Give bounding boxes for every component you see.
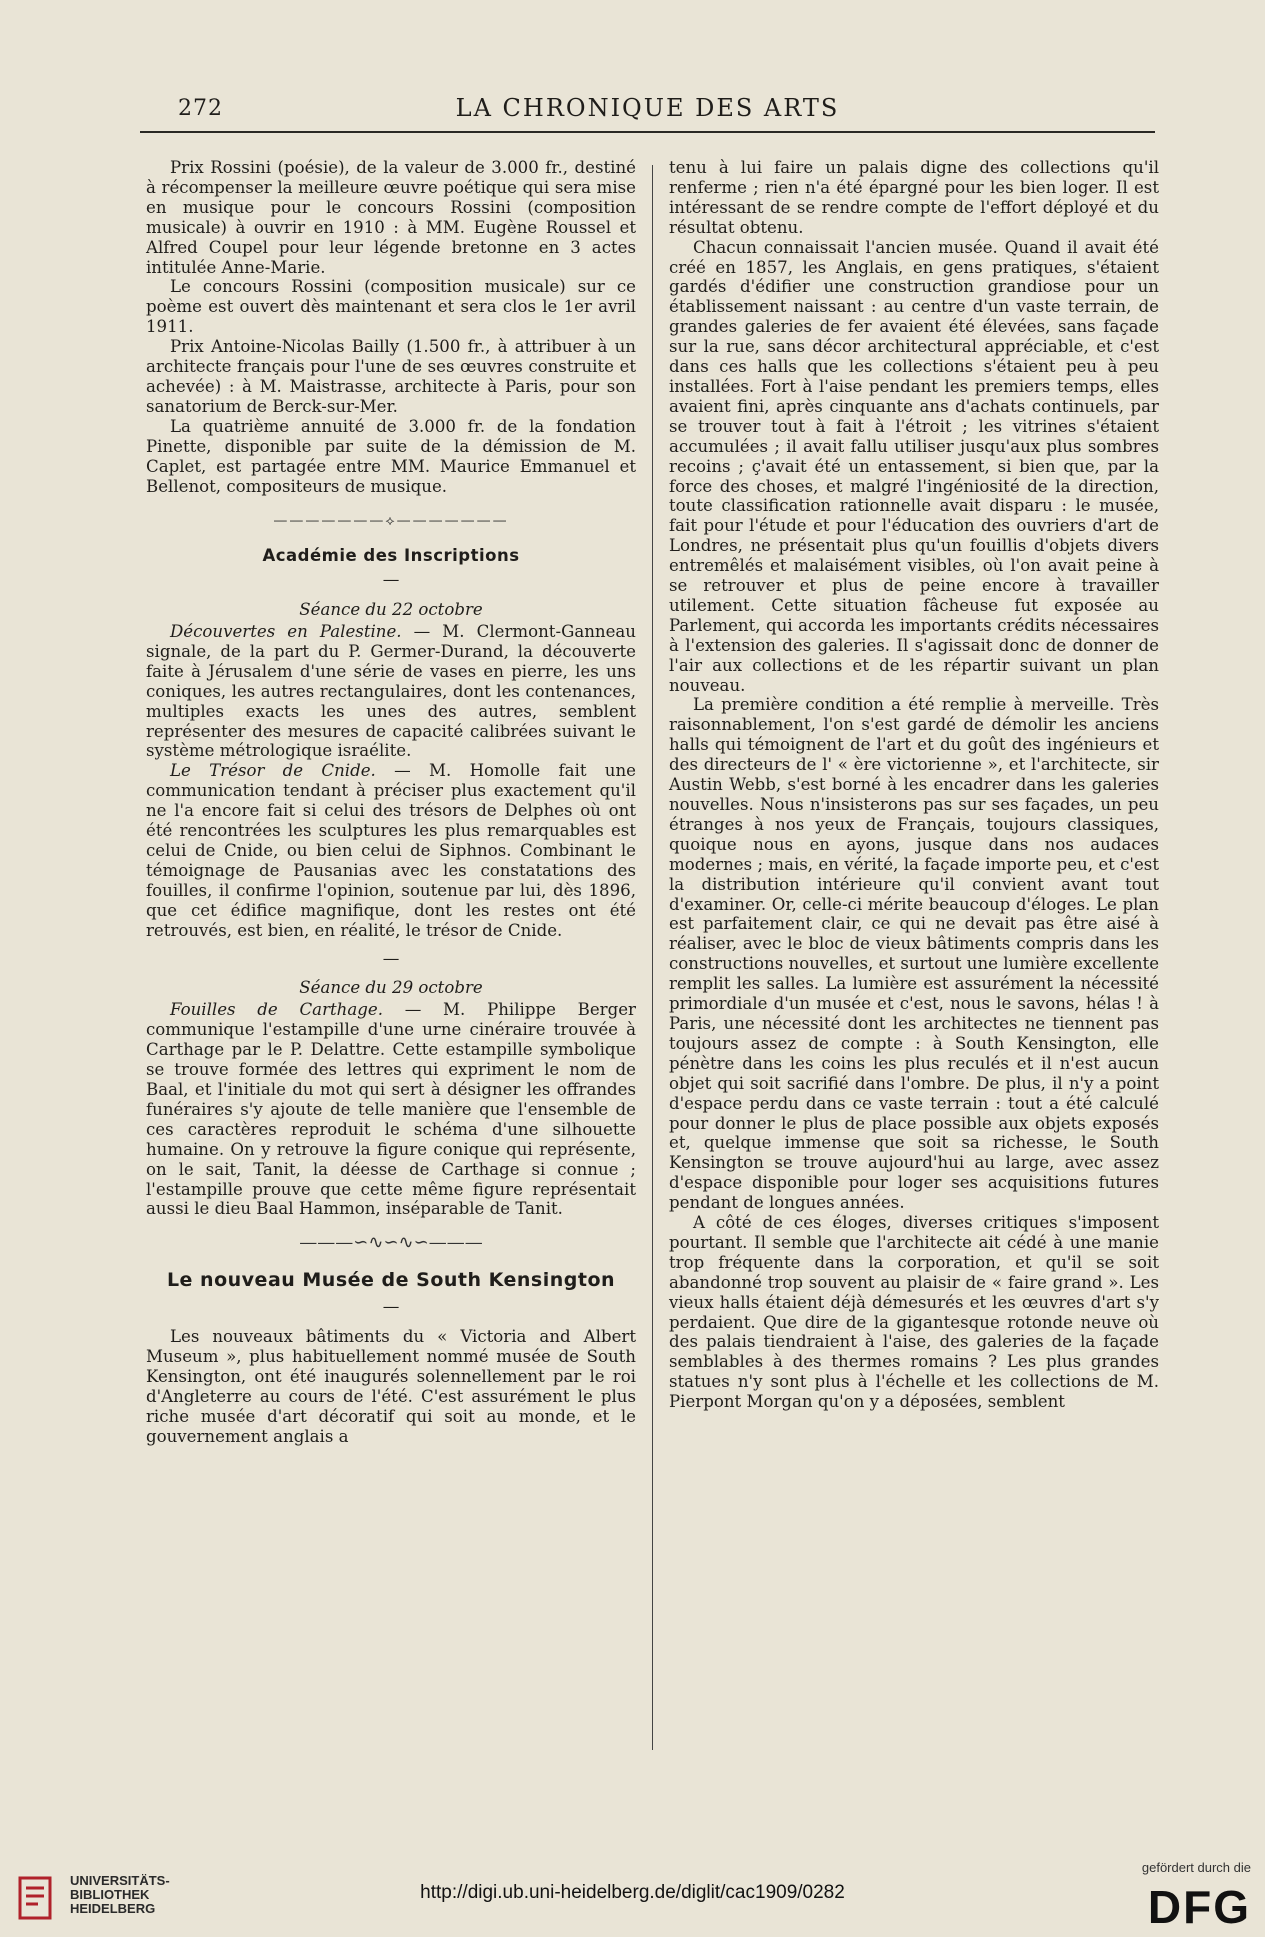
section-ornament: ———∽∿∽∿∽——— — [299, 1232, 483, 1254]
digitization-footer — [0, 1852, 1265, 1937]
paragraph-prix-bailly: Prix Antoine-Nicolas Bailly (1.500 fr., à attribuer à un architecte français pour l'une de ses œuvres construite et achevée) : à M. Maistrasse, architecte à Paris, pour son sanatorium de Berck-sur-Mer. — [146, 337, 636, 416]
section-heading-south-kensington: Le nouveau Musée de South Kensington — [166, 1269, 616, 1292]
paragraph-lead: Fouilles de Carthage. — [170, 1000, 383, 1020]
paragraph-tresor-cnide — [146, 761, 636, 940]
heading-dash: — — [382, 1297, 400, 1317]
paragraph-palestine — [146, 622, 636, 761]
paragraph-continuation: tenu à lui faire un palais digne des collections qu'il renferme ; rien n'a été épargné pour les bien loger. Il est intéressant de se rendre compte de l'effort déployé et du résultat obtenu. — [669, 158, 1159, 237]
section-ornament: ———————⟡——————— — [273, 513, 509, 530]
paragraph-fondation-pinette: La quatrième annuité de 3.000 fr. de la fondation Pinette, disponible par suite de la démission de M. Caplet, est partagée entre MM. Maurice Emmanuel et Bellenot, compositeurs de musique. — [146, 416, 636, 496]
heading-dash: — — [382, 948, 400, 968]
permalink-url[interactable]: http://digi.ub.uni-heidelberg.de/diglit/cac1909/0282 — [420, 1882, 845, 1903]
paragraph-body: — M. Philippe Berger communique l'estampille d'une urne cinéraire trouvée à Carthage par le P. Delattre. Cette estampille symbolique se trouve formée des lettres qui expriment le nom de Baal, et l'initiale du mot qui sert à désigner les offrandes funéraires s'y ajoute de telle manière que l'ensemble de ces caractères reproduit le schéma d'une silhouette humaine. On y retrouve la figure conique qui représente, on le sait, Tanit, la déesse de Carthage si connue ; l'estampille prouve que cette même figure représentait aussi le dieu Baal Hammon, inséparable de Tanit. — [146, 1000, 636, 1219]
paragraph-carthage — [146, 1000, 636, 1219]
left-column — [146, 158, 636, 1446]
paragraph-body: — M. Clermont-Ganneau signale, de la part du P. Germer-Durand, la découverte faite à Jérusalem d'une série de vases en pierre, les uns coniques, les autres rectangulaires, dont les contenances, multiples exacts les unes des autres, semblent représenter des mesures de capacité calibrées suivant le système métrologique israélite. — [146, 622, 636, 761]
paragraph-prix-rossini: Prix Rossini (poésie), de la valeur de 3.000 fr., destiné à récompenser la meilleure œuvre poétique qui sera mise en musique pour le concours Rossini (composition musicale) à ouvrir en 1910 : à MM. Eugène Roussel et Alfred Coupel pour leur légende bretonne en 3 actes intitulée Anne-Marie. — [146, 158, 636, 277]
paragraph-lead: Le Trésor de Cnide. — [170, 761, 376, 781]
right-column — [669, 158, 1159, 1412]
seance-heading-22: Séance du 22 octobre — [299, 600, 483, 620]
paragraph-lead: Découvertes en Palestine. — [170, 622, 402, 642]
paragraph-ancien-musee: Chacun connaissait l'ancien musée. Quand il avait été créé en 1857, les Anglais, en gens pratiques, s'étaient gardés d'édifier une construction grandiose pour un établissement naissant : au centre d'un vaste terrain, de grandes galeries de fer avaient été élevées, sans façade sur la rue, sans décor architectural appréciable, et c'est dans ces halls que les collections s'étaient peu à peu installées. Fort à l'aise pendant les premiers temps, elles avaient fini, après cinquante ans d'achats continuels, par se trouver tout à fait à l'étroit ; les vitrines s'étaient accumulées ; il avait fallu utiliser jusqu'aux plus sombres recoins ; ç'avait été un entassement, si bien que, par la force des choses, et malgré l'ingéniosité de la direction, toute classification rationnelle avait disparu : le musée, fait pour l'étude et pour l'éducation des ouvriers d'art de Londres, ne présentait plus qu'un fouillis d'objets divers entremêlés et malaisément visibles, où l'on avait peine à se retrouver et plus de peine encore à travailler utilement. Cette situation fâcheuse fut exposée au Parlement, qui accorda les importants crédits nécessaires à l'extension des galeries. Il s'agissait donc de donner de l'air aux collections et de les répartir suivant un plan nouveau. — [669, 237, 1159, 695]
library-name-line: BIBLIOTHEK — [70, 1887, 150, 1902]
running-title: LA CHRONIQUE DES ARTS — [455, 94, 840, 122]
dfg-logo: DFG — [1147, 1881, 1251, 1933]
column-divider — [652, 165, 653, 1750]
paragraph-body: — M. Homolle fait une communication tendant à préciser plus exactement qu'il ne l'a encore fait si celui des trésors de Delphes où ont été rencontrées les sculptures les plus remarquables est celui de Cnide, ou bien celui de Siphnos. Combinant le témoignage de Pausanias avec les constatations des fouilles, il confirme l'opinion, soutenue par lui, dès 1896, que cet édifice magnifique, dont les restes ont été retrouvés, est bien, en réalité, le trésor de Cnide. — [146, 761, 636, 940]
page-header — [140, 90, 1155, 130]
page-number: 272 — [178, 96, 223, 121]
paragraph-concours-rossini: Le concours Rossini (composition musicale) sur ce poème est ouvert dès maintenant et sera clos le 1er avril 1911. — [146, 277, 636, 337]
seance-heading-29: Séance du 29 octobre — [299, 978, 483, 998]
paragraph-premiere-condition: La première condition a été remplie à merveille. Très raisonnablement, l'on s'est gardé de démolir les anciens halls qui témoignent de l'art et du goût des ingénieurs et des directeurs de l' « ère victorienne », et l'architecte, sir Austin Webb, s'est borné à les encadrer dans les galeries nouvelles. Nous n'insisterons pas sur ses façades, un peu étranges à nos yeux de Français, toujours classiques, quoique nous en ayons, jusque dans nos audaces modernes ; mais, en vérité, la façade importe peu, et c'est la distribution intérieure qu'il convient avant tout d'examiner. Or, celle-ci mérite beaucoup d'éloges. Le plan est parfaitement clair, ce qui ne devait pas être aisé à réaliser, avec le bloc de vieux bâtiments compris dans les constructions nouvelles, et surtout une lumière excellente remplit les salles. La lumière est assurément la nécessité primordiale d'un musée et c'est, nous le savons, hélas ! à Paris, une nécessité dont les architectes ne tiennent pas toujours assez de compte : à South Kensington, elle pénètre dans les coins les plus reculés et il n'est aucun objet qui soit sacrifié dans l'ombre. De plus, il n'y a point d'espace perdu dans ce vaste terrain : tout a été calculé pour donner le plus de place possible aux objets exposés et, quelque immense que soit sa richesse, le South Kensington se trouve aujourd'hui au large, avec assez d'espace disponible pour loger ses acquisitions futures pendant de longues années. — [669, 695, 1160, 1213]
library-name-line: UNIVERSITÄTS- — [70, 1873, 170, 1888]
header-rule — [140, 131, 1155, 133]
library-name-line: HEIDELBERG — [70, 1901, 156, 1916]
funding-note: gefördert durch die — [1141, 1860, 1251, 1875]
section-heading-academie: Académie des Inscriptions — [262, 546, 520, 566]
paragraph-nouveaux-batiments: Les nouveaux bâtiments du « Victoria and Albert Museum », plus habituellement nommé musée de South Kensington, ont été inaugurés solennellement par le roi d'Angleterre au cours de l'été. C'est assurément le plus riche musée d'art décoratif qui soit au monde, et le gouvernement anglais a — [146, 1327, 636, 1446]
heading-dash: — — [382, 570, 400, 590]
paragraph-critiques: A côté de ces éloges, diverses critiques s'imposent pourtant. Il semble que l'architecte ait cédé à une manie trop fréquente dans la corporation, et qu'il se soit abandonné trop souvent au plaisir de « faire grand ». Les vieux halls étaient déjà démesurés et les œuvres d'art s'y perdaient. Que dire de la gigantesque rotonde neuve où des palais tiendraient à l'aise, des galeries de la façade semblables à des thermes romains ? Les plus grandes statues n'y sont plus à l'échelle et les collections de M. Pierpont Morgan qu'on y a déposées, semblent — [669, 1213, 1159, 1412]
